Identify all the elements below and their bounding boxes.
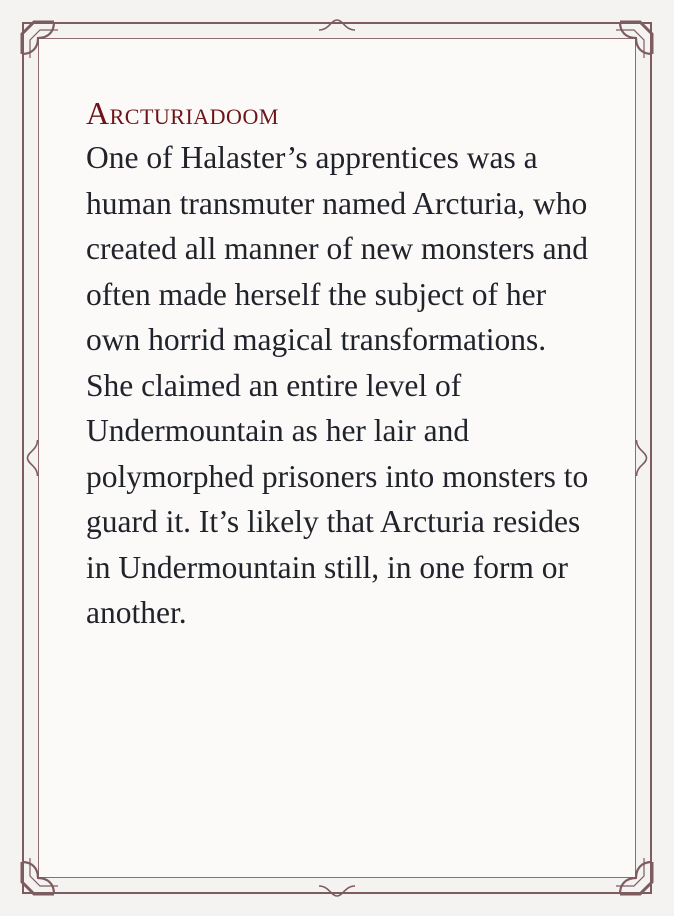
entry-paragraph: She claimed an entire level of Undermountain as her lair and polymorphed prisoners into monsters to guard it. It’s likely that Arcturia resides in Undermountain still, in one form or another.: [86, 367, 589, 631]
entry-paragraph: One of Halaster’s apprentices was a human transmuter named Arcturia, who created all manner of new monsters and often made herself the subject of her own horrid magical transformations.: [86, 140, 589, 358]
entry-title: Arcturiadoom: [86, 95, 279, 131]
entry-content: [86, 96, 596, 636]
entry-body: [86, 135, 596, 636]
